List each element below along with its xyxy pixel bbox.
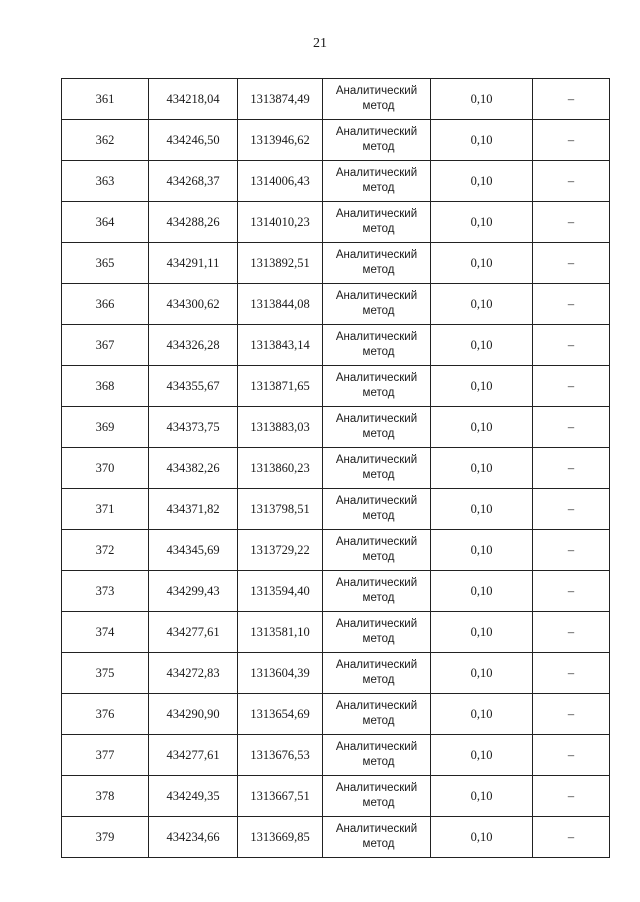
note-cell: –	[533, 325, 610, 366]
method-cell	[323, 612, 431, 653]
method-line-1: Аналитический	[335, 495, 418, 507]
table-row	[62, 79, 610, 120]
note-cell: –	[533, 530, 610, 571]
point-number-cell: 363	[62, 161, 149, 202]
table-body	[62, 79, 610, 858]
accuracy-cell: 0,10	[431, 79, 533, 120]
table-row	[62, 325, 610, 366]
method-line-1: Аналитический	[335, 372, 418, 384]
method-line-2: метод	[362, 141, 395, 153]
x-coordinate-cell: 434268,37	[149, 161, 238, 202]
accuracy-cell: 0,10	[431, 694, 533, 735]
method-cell	[323, 202, 431, 243]
method-line-2: метод	[362, 428, 395, 440]
note-cell: –	[533, 79, 610, 120]
note-cell: –	[533, 407, 610, 448]
note-cell: –	[533, 653, 610, 694]
accuracy-cell: 0,10	[431, 407, 533, 448]
method-line-2: метод	[362, 346, 395, 358]
table-row	[62, 202, 610, 243]
method-line-2: метод	[362, 633, 395, 645]
point-number-cell: 378	[62, 776, 149, 817]
y-coordinate-cell: 1313581,10	[238, 612, 323, 653]
y-coordinate-cell: 1313843,14	[238, 325, 323, 366]
method-line-2: метод	[362, 182, 395, 194]
method-cell	[323, 694, 431, 735]
note-cell: –	[533, 243, 610, 284]
method-line-2: метод	[362, 387, 395, 399]
x-coordinate-cell: 434277,61	[149, 735, 238, 776]
note-cell: –	[533, 202, 610, 243]
x-coordinate-cell: 434234,66	[149, 817, 238, 858]
note-cell: –	[533, 735, 610, 776]
y-coordinate-cell: 1313798,51	[238, 489, 323, 530]
x-coordinate-cell: 434249,35	[149, 776, 238, 817]
table-row	[62, 161, 610, 202]
method-line-2: метод	[362, 797, 395, 809]
accuracy-cell: 0,10	[431, 325, 533, 366]
x-coordinate-cell: 434373,75	[149, 407, 238, 448]
method-line-2: метод	[362, 551, 395, 563]
method-cell	[323, 776, 431, 817]
method-line-1: Аналитический	[335, 331, 418, 343]
method-cell	[323, 120, 431, 161]
y-coordinate-cell: 1313860,23	[238, 448, 323, 489]
note-cell: –	[533, 284, 610, 325]
method-cell	[323, 817, 431, 858]
table-row	[62, 530, 610, 571]
method-cell	[323, 653, 431, 694]
method-line-1: Аналитический	[335, 126, 418, 138]
point-number-cell: 377	[62, 735, 149, 776]
y-coordinate-cell: 1314010,23	[238, 202, 323, 243]
point-number-cell: 376	[62, 694, 149, 735]
point-number-cell: 375	[62, 653, 149, 694]
table-row	[62, 489, 610, 530]
accuracy-cell: 0,10	[431, 448, 533, 489]
point-number-cell: 361	[62, 79, 149, 120]
method-line-1: Аналитический	[335, 249, 418, 261]
note-cell: –	[533, 161, 610, 202]
point-number-cell: 366	[62, 284, 149, 325]
method-line-2: метод	[362, 592, 395, 604]
method-cell	[323, 284, 431, 325]
method-line-2: метод	[362, 223, 395, 235]
y-coordinate-cell: 1314006,43	[238, 161, 323, 202]
table-row	[62, 120, 610, 161]
y-coordinate-cell: 1313729,22	[238, 530, 323, 571]
point-number-cell: 373	[62, 571, 149, 612]
accuracy-cell: 0,10	[431, 202, 533, 243]
point-number-cell: 370	[62, 448, 149, 489]
table-row	[62, 284, 610, 325]
method-line-1: Аналитический	[335, 577, 418, 589]
accuracy-cell: 0,10	[431, 284, 533, 325]
method-line-2: метод	[362, 264, 395, 276]
method-cell	[323, 366, 431, 407]
page-number: 21	[313, 36, 327, 51]
y-coordinate-cell: 1313892,51	[238, 243, 323, 284]
table-row	[62, 243, 610, 284]
method-line-2: метод	[362, 100, 395, 112]
table-row	[62, 448, 610, 489]
point-number-cell: 362	[62, 120, 149, 161]
x-coordinate-cell: 434291,11	[149, 243, 238, 284]
x-coordinate-cell: 434345,69	[149, 530, 238, 571]
method-line-2: метод	[362, 674, 395, 686]
y-coordinate-cell: 1313883,03	[238, 407, 323, 448]
method-cell	[323, 735, 431, 776]
method-line-2: метод	[362, 469, 395, 481]
method-line-1: Аналитический	[335, 454, 418, 466]
y-coordinate-cell: 1313654,69	[238, 694, 323, 735]
accuracy-cell: 0,10	[431, 817, 533, 858]
table-row	[62, 817, 610, 858]
point-number-cell: 365	[62, 243, 149, 284]
method-line-1: Аналитический	[335, 167, 418, 179]
accuracy-cell: 0,10	[431, 571, 533, 612]
method-line-2: метод	[362, 756, 395, 768]
method-cell	[323, 325, 431, 366]
method-cell	[323, 571, 431, 612]
x-coordinate-cell: 434272,83	[149, 653, 238, 694]
method-line-1: Аналитический	[335, 413, 418, 425]
note-cell: –	[533, 366, 610, 407]
table-row	[62, 735, 610, 776]
note-cell: –	[533, 571, 610, 612]
point-number-cell: 364	[62, 202, 149, 243]
coordinates-table	[61, 78, 610, 858]
table-row	[62, 776, 610, 817]
y-coordinate-cell: 1313844,08	[238, 284, 323, 325]
point-number-cell: 371	[62, 489, 149, 530]
x-coordinate-cell: 434277,61	[149, 612, 238, 653]
table-row	[62, 612, 610, 653]
method-line-1: Аналитический	[335, 659, 418, 671]
x-coordinate-cell: 434288,26	[149, 202, 238, 243]
method-line-2: метод	[362, 510, 395, 522]
x-coordinate-cell: 434300,62	[149, 284, 238, 325]
accuracy-cell: 0,10	[431, 776, 533, 817]
method-cell	[323, 407, 431, 448]
point-number-cell: 369	[62, 407, 149, 448]
method-cell	[323, 530, 431, 571]
accuracy-cell: 0,10	[431, 243, 533, 284]
x-coordinate-cell: 434290,90	[149, 694, 238, 735]
method-line-2: метод	[362, 305, 395, 317]
method-line-1: Аналитический	[335, 782, 418, 794]
accuracy-cell: 0,10	[431, 489, 533, 530]
note-cell: –	[533, 694, 610, 735]
accuracy-cell: 0,10	[431, 120, 533, 161]
method-line-1: Аналитический	[335, 618, 418, 630]
accuracy-cell: 0,10	[431, 161, 533, 202]
note-cell: –	[533, 120, 610, 161]
x-coordinate-cell: 434246,50	[149, 120, 238, 161]
method-line-2: метод	[362, 715, 395, 727]
method-line-1: Аналитический	[335, 741, 418, 753]
note-cell: –	[533, 776, 610, 817]
table-row	[62, 366, 610, 407]
y-coordinate-cell: 1313604,39	[238, 653, 323, 694]
y-coordinate-cell: 1313667,51	[238, 776, 323, 817]
method-line-2: метод	[362, 838, 395, 850]
point-number-cell: 374	[62, 612, 149, 653]
y-coordinate-cell: 1313946,62	[238, 120, 323, 161]
table-row	[62, 653, 610, 694]
method-line-1: Аналитический	[335, 700, 418, 712]
method-line-1: Аналитический	[335, 823, 418, 835]
method-cell	[323, 489, 431, 530]
accuracy-cell: 0,10	[431, 612, 533, 653]
method-cell	[323, 161, 431, 202]
point-number-cell: 367	[62, 325, 149, 366]
x-coordinate-cell: 434218,04	[149, 79, 238, 120]
point-number-cell: 379	[62, 817, 149, 858]
y-coordinate-cell: 1313594,40	[238, 571, 323, 612]
note-cell: –	[533, 489, 610, 530]
table-row	[62, 694, 610, 735]
method-cell	[323, 79, 431, 120]
accuracy-cell: 0,10	[431, 530, 533, 571]
accuracy-cell: 0,10	[431, 735, 533, 776]
y-coordinate-cell: 1313871,65	[238, 366, 323, 407]
table-row	[62, 407, 610, 448]
x-coordinate-cell: 434371,82	[149, 489, 238, 530]
x-coordinate-cell: 434382,26	[149, 448, 238, 489]
x-coordinate-cell: 434326,28	[149, 325, 238, 366]
method-line-1: Аналитический	[335, 536, 418, 548]
point-number-cell: 372	[62, 530, 149, 571]
accuracy-cell: 0,10	[431, 366, 533, 407]
y-coordinate-cell: 1313676,53	[238, 735, 323, 776]
x-coordinate-cell: 434299,43	[149, 571, 238, 612]
y-coordinate-cell: 1313874,49	[238, 79, 323, 120]
note-cell: –	[533, 612, 610, 653]
x-coordinate-cell: 434355,67	[149, 366, 238, 407]
note-cell: –	[533, 448, 610, 489]
method-cell	[323, 243, 431, 284]
note-cell: –	[533, 817, 610, 858]
method-line-1: Аналитический	[335, 208, 418, 220]
point-number-cell: 368	[62, 366, 149, 407]
method-line-1: Аналитический	[335, 85, 418, 97]
table-row	[62, 571, 610, 612]
method-line-1: Аналитический	[335, 290, 418, 302]
method-cell	[323, 448, 431, 489]
y-coordinate-cell: 1313669,85	[238, 817, 323, 858]
accuracy-cell: 0,10	[431, 653, 533, 694]
